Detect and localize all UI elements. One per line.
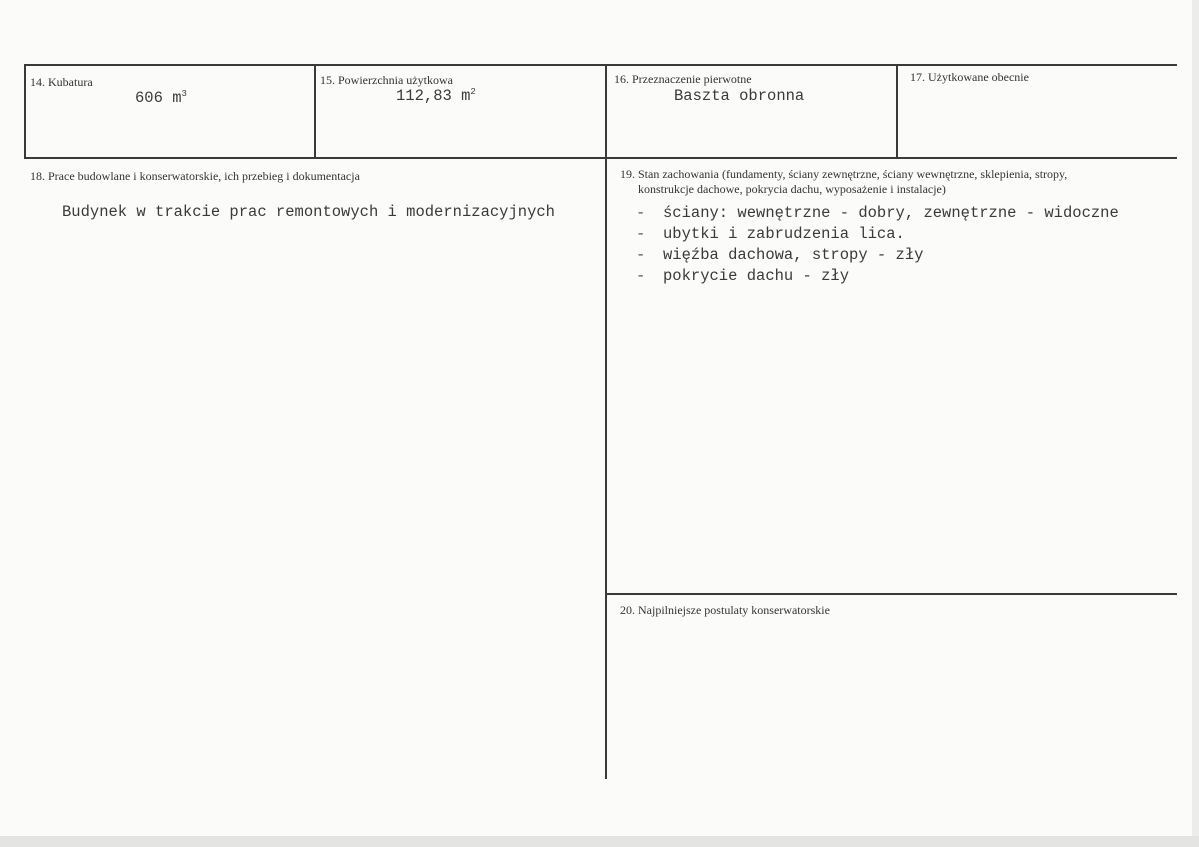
dash-bullet: - [636,204,646,222]
col-divider-15-16 [605,64,607,779]
dash-bullet: - [636,246,646,264]
col-divider-16-17 [896,64,898,159]
dash-bullet: - [636,225,646,243]
scan-edge-bottom [0,836,1199,847]
list-item [636,203,1119,224]
col-divider-14-15 [314,64,316,159]
list-item-text: ubytki i zabrudzenia lica. [663,225,905,243]
list-item-text: pokrycie dachu - zły [663,267,850,285]
kubatura-number: 606 m [135,89,182,107]
stan-zachowania-label-line1: 19. Stan zachowania (fundamenty, ściany zewnętrzne, ściany wewnętrzne, sklepienia, stropy, [620,167,1068,181]
kubatura-label: 14. Kubatura [30,75,93,89]
left-border [24,64,26,159]
powierzchnia-label: 15. Powierzchnia użytkowa [320,73,453,87]
kubatura-value [135,88,187,109]
list-item-text: więźba dachowa, stropy - zły [663,246,924,264]
prace-budowlane-value: Budynek w trakcie prac remontowych i modernizacyjnych [62,203,555,221]
powierzchnia-number: 112,83 m [396,87,471,105]
row-divider-rule [24,157,1177,159]
list-item [636,266,1119,287]
uzytkowane-label: 17. Użytkowane obecnie [910,70,1029,84]
przeznaczenie-value: Baszta obronna [674,87,805,105]
kubatura-unit-exponent: 3 [181,88,187,99]
top-rule [24,64,1177,66]
stan-zachowania-list [636,203,1119,287]
dash-bullet: - [636,267,646,285]
list-item [636,224,1119,245]
powierzchnia-value [396,86,476,107]
prace-budowlane-label: 18. Prace budowlane i konserwatorskie, ich przebieg i dokumentacja [30,169,360,183]
scan-edge-right [1192,0,1199,847]
przeznaczenie-label: 16. Przeznaczenie pierwotne [614,72,752,86]
list-item-text: ściany: wewnętrzne - dobry, zewnętrzne - widoczne [663,204,1119,222]
section-20-rule [605,593,1177,595]
list-item [636,245,1119,266]
postulaty-label: 20. Najpilniejsze postulaty konserwatorskie [620,603,830,617]
stan-zachowania-label-line2: konstrukcje dachowe, pokrycia dachu, wyposażenie i instalacje) [638,182,946,196]
powierzchnia-unit-exponent: 2 [470,86,476,97]
